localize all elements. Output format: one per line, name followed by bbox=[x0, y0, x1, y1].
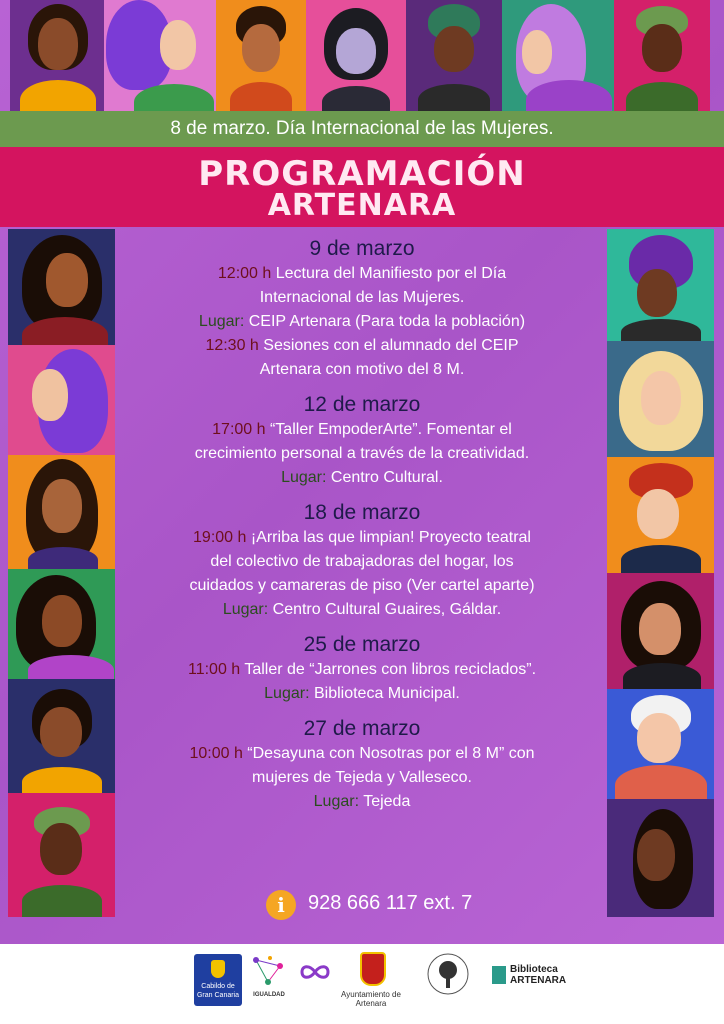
location-label: Lugar: bbox=[281, 469, 327, 486]
event-text: ¡Arriba las que limpian! Proyecto teatral bbox=[246, 529, 531, 546]
event-date: 12 de marzo bbox=[303, 393, 421, 416]
ayuntamiento-text: Ayuntamiento de Artenara bbox=[341, 990, 401, 1008]
event-line bbox=[120, 418, 604, 442]
coat-of-arms-icon bbox=[360, 952, 386, 986]
event-time: 19:00 h bbox=[193, 529, 247, 546]
footer-logos bbox=[0, 944, 724, 1024]
title-line-2: ARTENARA bbox=[267, 188, 457, 223]
location-text: CEIP Artenara (Para toda la población) bbox=[244, 313, 526, 330]
portrait-left-3 bbox=[8, 455, 115, 569]
cabildo-text-2: Gran Canaria bbox=[196, 992, 240, 999]
event-line bbox=[120, 742, 604, 766]
portrait-top-3 bbox=[216, 0, 306, 111]
portrait-left-5 bbox=[8, 679, 115, 793]
event-line bbox=[120, 334, 604, 358]
event-line: crecimiento personal a través de la creatividad. bbox=[194, 445, 530, 462]
event-location bbox=[120, 466, 604, 490]
biblioteca-text-1: Biblioteca bbox=[510, 964, 558, 975]
portrait-right-6 bbox=[607, 799, 714, 917]
event-date: 27 de marzo bbox=[303, 717, 421, 740]
event-line: Artenara con motivo del 8 M. bbox=[259, 361, 465, 378]
portrait-right-3 bbox=[607, 457, 714, 573]
tree-icon bbox=[426, 952, 470, 996]
igualdad-text: IGUALDAD bbox=[253, 992, 285, 998]
event-text: Sesiones con el alumnado del CEIP bbox=[258, 337, 519, 354]
tree-logo bbox=[426, 952, 470, 996]
cabildo-text-1: Cabildo de bbox=[201, 983, 235, 990]
event-location bbox=[120, 682, 604, 706]
event-location bbox=[120, 790, 604, 814]
event-text: “Desayuna con Nosotras por el 8 M” con bbox=[242, 745, 535, 762]
location-text: Centro Cultural. bbox=[326, 469, 443, 486]
event-time: 17:00 h bbox=[212, 421, 266, 438]
event-time: 12:00 h bbox=[217, 265, 272, 282]
location-text: Tejeda bbox=[359, 793, 411, 810]
spacer bbox=[120, 706, 604, 716]
program-content bbox=[120, 236, 604, 814]
network-icon bbox=[250, 952, 288, 990]
subtitle: 8 de marzo. Día Internacional de las Mujeres. bbox=[170, 118, 554, 139]
event-date: 18 de marzo bbox=[303, 501, 421, 524]
event-text: “Taller EmpoderArte”. Fomentar el bbox=[265, 421, 512, 438]
event-time: 11:00 h bbox=[187, 661, 241, 678]
portrait-left-2 bbox=[8, 345, 115, 455]
portrait-top-1 bbox=[10, 0, 104, 111]
location-label: Lugar: bbox=[313, 793, 360, 810]
portrait-top-5 bbox=[406, 0, 502, 111]
biblioteca-text-2: ARTENARA bbox=[510, 975, 567, 986]
ayuntamiento-logo bbox=[326, 950, 416, 1006]
event-date: 25 de marzo bbox=[303, 633, 421, 656]
event-location bbox=[120, 598, 604, 622]
cabildo-logo bbox=[194, 954, 242, 1006]
portrait-right-4 bbox=[607, 573, 714, 689]
portrait-top-2 bbox=[104, 0, 216, 111]
event-line bbox=[120, 658, 604, 682]
event-date: 9 de marzo bbox=[309, 237, 415, 260]
event-time: 10:00 h bbox=[189, 745, 243, 762]
portrait-right-2 bbox=[607, 341, 714, 457]
contact-phone: 928 666 117 ext. 7 bbox=[308, 892, 473, 914]
event-line: del colectivo de trabajadoras del hogar, los bbox=[210, 553, 514, 570]
portrait-top-4 bbox=[306, 0, 406, 111]
event-time: 12:30 h bbox=[205, 337, 259, 354]
location-text: Biblioteca Municipal. bbox=[309, 685, 460, 702]
location-label: Lugar: bbox=[198, 313, 245, 330]
event-text: Lectura del Manifiesto por el Día bbox=[271, 265, 507, 282]
spacer bbox=[120, 382, 604, 392]
portrait-right-5 bbox=[607, 689, 714, 799]
portrait-left-4 bbox=[8, 569, 115, 679]
event-line: cuidados y camareras de piso (Ver cartel aparte) bbox=[189, 577, 535, 594]
portrait-top-6 bbox=[502, 0, 614, 111]
cabildo-emblem-icon bbox=[211, 960, 225, 978]
event-line bbox=[120, 262, 604, 286]
spacer bbox=[120, 622, 604, 632]
info-icon: i bbox=[266, 890, 296, 920]
subtitle-band bbox=[0, 111, 724, 147]
event-text: Taller de “Jarrones con libros reciclados”. bbox=[240, 661, 537, 678]
event-line bbox=[120, 526, 604, 550]
location-label: Lugar: bbox=[264, 685, 310, 702]
book-icon bbox=[492, 966, 506, 984]
spacer bbox=[120, 490, 604, 500]
portrait-right-1 bbox=[607, 229, 714, 341]
igualdad-logo bbox=[250, 952, 288, 1004]
title-line-1: PROGRAMACIÓN bbox=[198, 154, 526, 194]
portrait-left-1 bbox=[8, 229, 115, 345]
event-location bbox=[120, 310, 604, 334]
portrait-top-7 bbox=[614, 0, 710, 111]
location-label: Lugar: bbox=[222, 601, 269, 618]
event-line: Internacional de las Mujeres. bbox=[259, 289, 465, 306]
portrait-left-6 bbox=[8, 793, 115, 917]
biblioteca-logo bbox=[492, 964, 572, 988]
event-line: mujeres de Tejeda y Valleseco. bbox=[252, 769, 472, 786]
location-text: Centro Cultural Guaires, Gáldar. bbox=[268, 601, 502, 618]
